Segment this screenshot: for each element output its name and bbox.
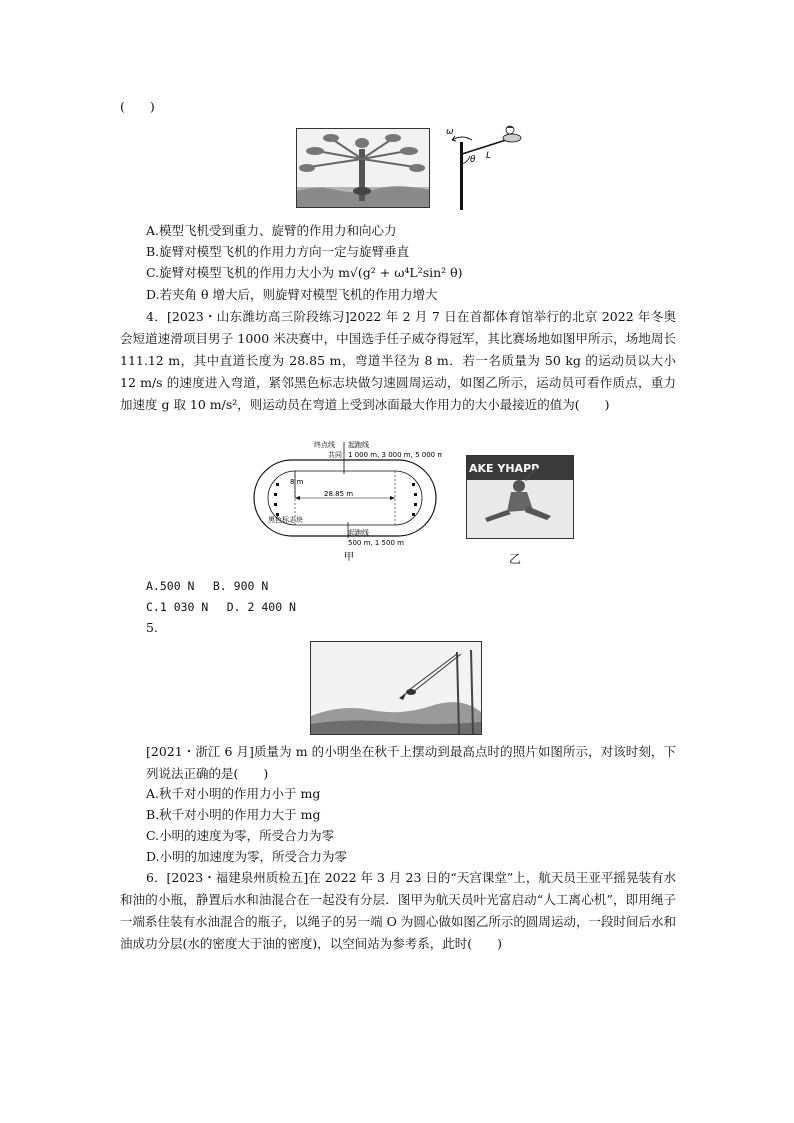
banner-text: AKE YHAPP	[469, 462, 540, 475]
figure-a-caption: 甲	[344, 552, 354, 563]
q3-option-a: A.模型飞机受到重力、旋臂的作用力和向心力	[146, 223, 397, 238]
theta-label: θ	[470, 155, 476, 165]
rink-label-distances-top: 1 000 m, 3 000 m, 5 000 m	[348, 451, 442, 459]
length-label: L	[486, 151, 492, 161]
rink-label-common: 共同	[328, 451, 342, 459]
swing-photo	[310, 641, 482, 735]
rotating-arm-diagram	[440, 124, 540, 210]
swing-ride-photo	[296, 128, 430, 208]
figure-b-caption: 乙	[509, 552, 522, 566]
q3-option-d: D.若夹角 θ 增大后，则旋臂对模型飞机的作用力增大	[146, 287, 438, 302]
q3-option-c: C.旋臂对模型飞机的作用力大小为 m√(g² + ω⁴L²sin² θ)	[146, 265, 463, 280]
omega-label: ω	[446, 127, 454, 137]
rink-label-start-top: 起跑线	[348, 441, 369, 449]
radius-label: 8 m	[290, 478, 304, 486]
straight-length-label: 28.85 m	[324, 490, 354, 498]
skater-photo	[466, 455, 574, 539]
rink-label-start-bottom: 起跑线	[348, 529, 369, 537]
marker-block-label: 黑色标志块	[268, 516, 303, 524]
q5-option-d: D.小明的加速度为零，所受合力为零	[146, 849, 348, 864]
rink-label-distances-bottom: 500 m, 1 500 m	[348, 539, 404, 547]
q3-option-b: B.旋臂对模型飞机的作用力方向一定与旋臂垂直	[146, 244, 410, 259]
q5-option-c: C.小明的速度为零，所受合力为零	[146, 828, 335, 843]
q4-options-row-1: A.500 N B. 900 N	[146, 579, 269, 593]
q4-options-row-2: C.1 030 N D. 2 400 N	[146, 600, 296, 614]
rink-label-finish: 终点线	[314, 441, 335, 449]
question-5-stem: [2021・浙江 6 月]质量为 m 的小明坐在秋千上摆动到最高点时的照片如图所示，对该时刻，下列说法正确的是( )	[146, 744, 676, 781]
question-4-stem: 4．[2023・山东潍坊高三阶段练习]2022 年 2 月 7 日在首都体育馆举行的北京 2022 年冬奥会短道速滑项目男子 1000 米决赛中，中国选手任子威夺得冠军，其比赛场地如图甲所示，场地周长 111.12 m，其中直道长度为 28.85 m，弯道半径为 8 m．若一名质量为 50 kg 的运动员以大小 12 m/s 的速度进入弯道，紧邻黑色标志块做匀速圆周运动，如图乙所示，运动员可看作质点，重力加速度 g 取 10 m/s²，则运动员在弯道上受到冰面最大作用力的大小最接近的值为( )	[120, 309, 676, 412]
question-3-blank: ( )	[120, 99, 155, 114]
q5-option-a: A.秋千对小明的作用力小于 mg	[146, 786, 321, 801]
question-5-number: 5.	[146, 620, 158, 635]
rink-diagram	[252, 438, 442, 564]
question-6-stem: 6．[2023・福建泉州质检五]在 2022 年 3 月 23 日的“天宫课堂”上，航天员王亚平摇晃装有水和油的小瓶，静置后水和油混合在一起没有分层．图甲为航天员叶光富启动“人工离心机”，即用绳子一端系住装有水油混合的瓶子，以绳子的另一端 O 为圆心做如图乙所示的圆周运动，一段时间后水和油成功分层(水的密度大于油的密度)，以空间站为参考系，此时( )	[120, 870, 676, 951]
q5-option-b: B.秋千对小明的作用力大于 mg	[146, 807, 321, 822]
